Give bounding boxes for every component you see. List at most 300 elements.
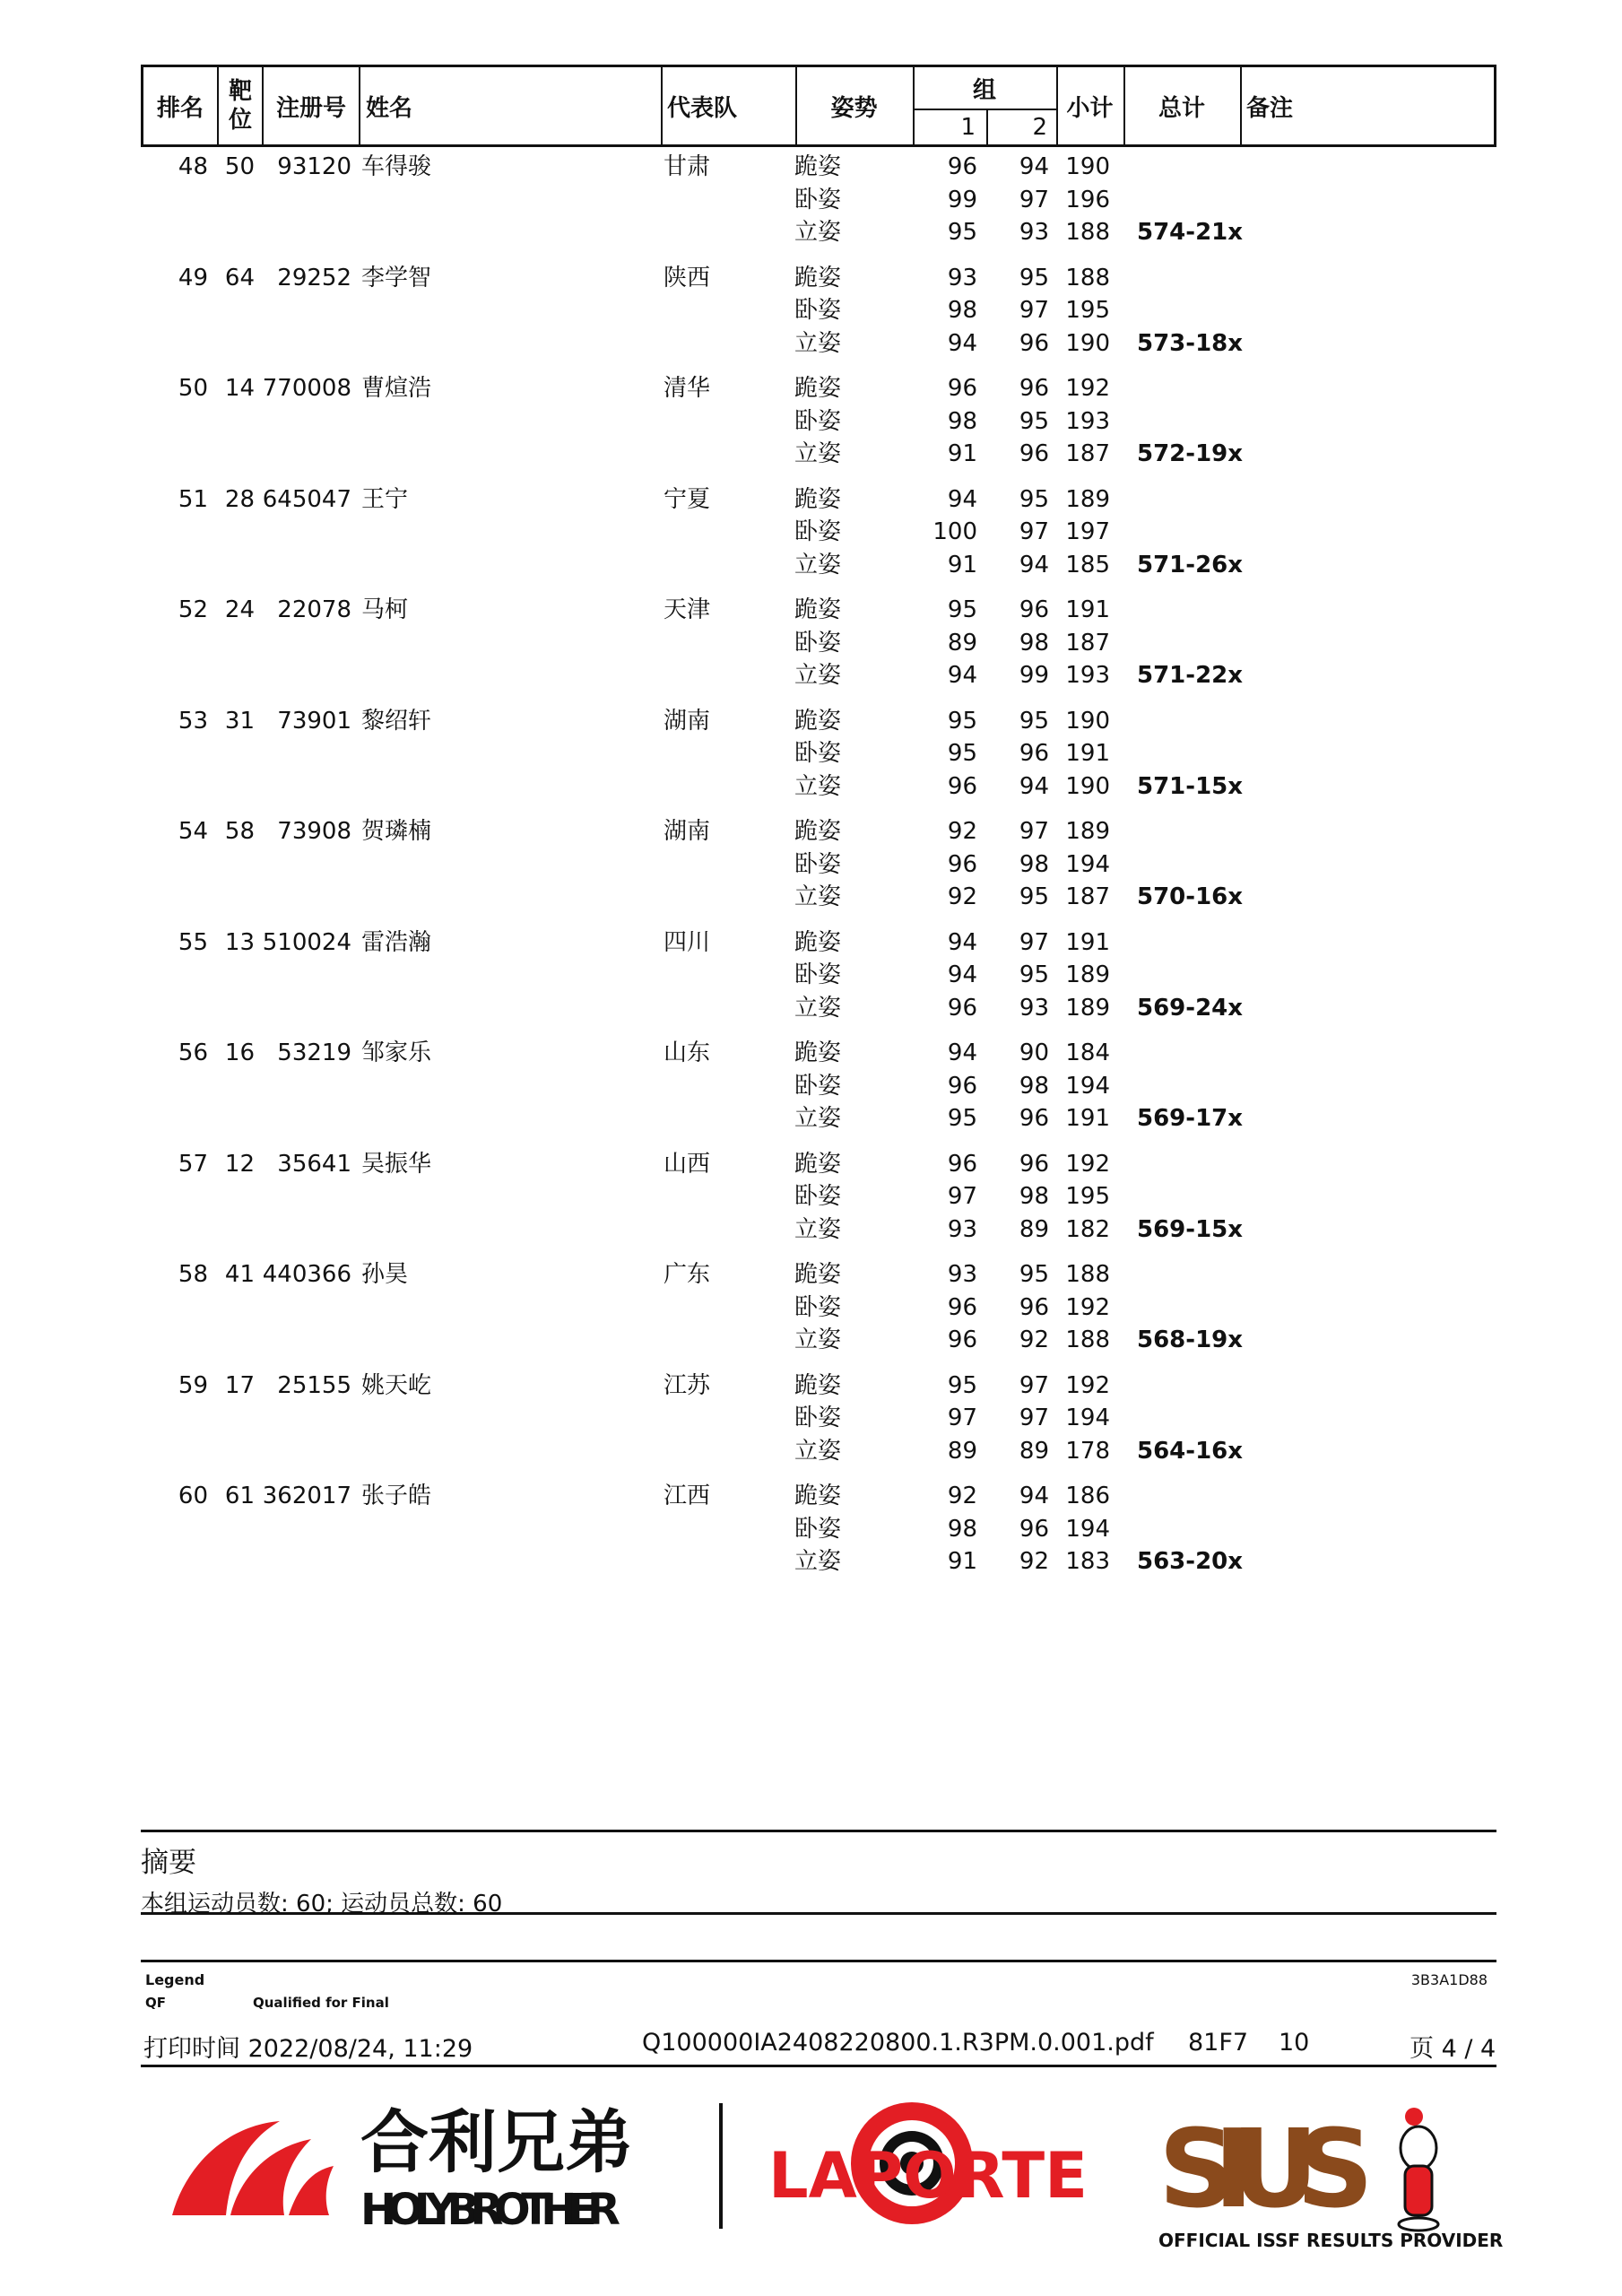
- cell-s1: 92: [947, 883, 977, 910]
- athlete-block: [0, 1370, 1622, 1481]
- laporte-text: LAPORTE: [768, 2139, 1088, 2213]
- header-target: 靶 位: [228, 78, 252, 134]
- table-row: [0, 1292, 1622, 1325]
- cell-reg: 645047: [262, 485, 351, 513]
- cell-s1: 96: [947, 772, 977, 800]
- cell-team: 天津: [664, 596, 711, 623]
- cell-sub: 191: [1065, 928, 1110, 956]
- header-subtotal: 小计: [1066, 94, 1114, 122]
- cell-rank: 50: [178, 375, 208, 402]
- cell-reg: 510024: [262, 928, 351, 956]
- cell-s1: 96: [947, 994, 977, 1022]
- legend-description: Qualified for Final: [253, 1995, 389, 2011]
- sius-tagline: OFFICIAL ISSF RESULTS PROVIDER: [1158, 2230, 1504, 2251]
- cell-target: 50: [224, 153, 255, 180]
- cell-target: 16: [224, 1039, 255, 1066]
- cell-total: 563-20x: [1137, 1548, 1244, 1575]
- cell-pos: 卧姿: [794, 407, 842, 435]
- cell-s2: 95: [1019, 264, 1049, 291]
- cell-name: 黎绍轩: [361, 707, 432, 735]
- cell-pos: 卧姿: [794, 629, 842, 657]
- cell-total: 572-19x: [1137, 440, 1244, 467]
- cell-s2: 97: [1019, 297, 1049, 324]
- cell-team: 四川: [664, 928, 711, 956]
- athlete-block: [0, 1148, 1622, 1259]
- page-number: 页 4 / 4: [1409, 2035, 1496, 2063]
- cell-pos: 卧姿: [794, 518, 842, 545]
- table-row: [0, 737, 1622, 770]
- table-row: [0, 216, 1622, 249]
- table-row: [0, 848, 1622, 882]
- cell-target: 41: [224, 1261, 255, 1288]
- cell-s1: 98: [947, 407, 977, 435]
- table-row: [0, 1435, 1622, 1468]
- cell-sub: 194: [1065, 1515, 1110, 1543]
- cell-total: 571-15x: [1137, 772, 1244, 800]
- cell-rank: 57: [178, 1150, 208, 1178]
- table-row: [0, 1480, 1622, 1513]
- cell-pos: 立姿: [794, 1326, 842, 1353]
- cell-s1: 92: [947, 1483, 977, 1509]
- table-row: [0, 262, 1622, 295]
- cell-name: 王宁: [361, 485, 409, 513]
- table-row: [0, 1213, 1622, 1247]
- results-rows: [0, 151, 1622, 1591]
- holybrother-cn-text: 合利兄弟: [360, 2102, 633, 2182]
- cell-rank: 56: [178, 1039, 208, 1066]
- cell-team: 湖南: [664, 818, 711, 845]
- cell-team: 清华: [664, 375, 711, 402]
- cell-reg: 770008: [262, 375, 351, 402]
- cell-sub: 194: [1065, 1072, 1110, 1100]
- holybrother-en-text: HOLYBROTHER: [360, 2185, 620, 2235]
- table-row: [0, 1102, 1622, 1135]
- cell-s1: 94: [947, 1039, 977, 1066]
- cell-s1: 98: [947, 1515, 977, 1543]
- cell-s2: 95: [1019, 1261, 1049, 1288]
- cell-reg: 25155: [277, 1371, 351, 1399]
- cell-sub: 195: [1065, 1183, 1110, 1210]
- table-row: [0, 1545, 1622, 1578]
- cell-sub: 189: [1065, 961, 1110, 988]
- cell-team: 广东: [664, 1261, 711, 1288]
- cell-total: 571-26x: [1137, 551, 1244, 578]
- cell-pos: 立姿: [794, 1548, 842, 1575]
- cell-s1: 94: [947, 329, 977, 357]
- cell-s2: 98: [1019, 1072, 1049, 1100]
- summary-text: 本组运动员数: 60; 运动员总数: 60: [141, 1891, 503, 1918]
- table-row: [0, 705, 1622, 738]
- cell-pos: 卧姿: [794, 1293, 842, 1321]
- table-row: [0, 1258, 1622, 1292]
- header-remarks: 备注: [1246, 94, 1294, 122]
- header-reg-no: 注册号: [275, 94, 346, 122]
- file-hash: 81F7: [1188, 2029, 1249, 2057]
- cell-s2: 94: [1019, 551, 1049, 578]
- document-code: 3B3A1D88: [1410, 1971, 1488, 1988]
- cell-total: 569-15x: [1137, 1215, 1244, 1243]
- legend-code: QF: [145, 1995, 166, 2011]
- cell-reg: 440366: [262, 1261, 351, 1288]
- cell-s2: 94: [1019, 1483, 1049, 1509]
- summary-title: 摘要: [141, 1847, 196, 1879]
- cell-target: 12: [224, 1150, 255, 1178]
- cell-rank: 58: [178, 1261, 208, 1288]
- cell-sub: 191: [1065, 1105, 1110, 1132]
- holybrother-logo-icon: [172, 2121, 334, 2215]
- athlete-block: [0, 483, 1622, 595]
- table-row: [0, 881, 1622, 914]
- cell-team: 江苏: [664, 1371, 711, 1399]
- cell-pos: 跪姿: [794, 596, 842, 623]
- table-row: [0, 1513, 1622, 1546]
- cell-pos: 立姿: [794, 329, 842, 357]
- table-row: [0, 549, 1622, 582]
- cell-team: 湖南: [664, 707, 711, 735]
- cell-sub: 196: [1065, 186, 1110, 213]
- cell-pos: 卧姿: [794, 1515, 842, 1543]
- athlete-block: [0, 926, 1622, 1038]
- cell-s2: 96: [1019, 375, 1049, 402]
- cell-s2: 96: [1019, 440, 1049, 467]
- cell-s2: 96: [1019, 1293, 1049, 1321]
- cell-reg: 35641: [277, 1150, 351, 1178]
- cell-target: 64: [224, 264, 255, 291]
- table-row: [0, 516, 1622, 549]
- cell-sub: 192: [1065, 1371, 1110, 1399]
- table-row: [0, 959, 1622, 992]
- cell-sub: 193: [1065, 662, 1110, 689]
- cell-reg: 29252: [277, 264, 351, 291]
- cell-sub: 187: [1065, 440, 1110, 467]
- athlete-block: [0, 1037, 1622, 1148]
- cell-pos: 立姿: [794, 772, 842, 800]
- cell-s1: 95: [947, 219, 977, 246]
- cell-sub: 188: [1065, 1261, 1110, 1288]
- cell-rank: 54: [178, 818, 208, 845]
- cell-rank: 55: [178, 928, 208, 956]
- cell-rank: 59: [178, 1371, 208, 1399]
- cell-pos: 跪姿: [794, 1261, 842, 1288]
- cell-sub: 178: [1065, 1437, 1110, 1465]
- cell-pos: 跪姿: [794, 485, 842, 513]
- cell-sub: 190: [1065, 153, 1110, 180]
- cell-s1: 92: [947, 818, 977, 845]
- cell-sub: 188: [1065, 264, 1110, 291]
- cell-s2: 98: [1019, 629, 1049, 657]
- cell-rank: 52: [178, 596, 208, 623]
- cell-total: 569-24x: [1137, 994, 1244, 1022]
- table-row: [0, 1402, 1622, 1435]
- cell-sub: 191: [1065, 740, 1110, 767]
- cell-reg: 73901: [277, 707, 351, 735]
- cell-s1: 98: [947, 297, 977, 324]
- cell-s2: 97: [1019, 1405, 1049, 1431]
- cell-pos: 立姿: [794, 662, 842, 689]
- athlete-block: [0, 594, 1622, 705]
- cell-s1: 94: [947, 961, 977, 988]
- legend-divider: [141, 1960, 1496, 1962]
- cell-rank: 51: [178, 485, 208, 513]
- cell-sub: 190: [1065, 329, 1110, 357]
- table-row: [0, 1370, 1622, 1403]
- cell-sub: 194: [1065, 850, 1110, 878]
- cell-s1: 91: [947, 551, 977, 578]
- table-row: [0, 294, 1622, 327]
- cell-s2: 96: [1019, 740, 1049, 767]
- cell-s1: 95: [947, 1371, 977, 1399]
- cell-pos: 卧姿: [794, 961, 842, 988]
- athlete-block: [0, 815, 1622, 926]
- cell-pos: 跪姿: [794, 1150, 842, 1178]
- cell-name: 张子皓: [361, 1483, 432, 1509]
- cell-s1: 99: [947, 186, 977, 213]
- cell-team: 陕西: [664, 264, 711, 291]
- cell-pos: 跪姿: [794, 707, 842, 735]
- cell-s1: 91: [947, 1548, 977, 1575]
- cell-sub: 183: [1065, 1548, 1110, 1575]
- cell-s2: 95: [1019, 485, 1049, 513]
- cell-pos: 跪姿: [794, 1371, 842, 1399]
- header-group: 组: [972, 76, 996, 104]
- cell-s1: 96: [947, 850, 977, 878]
- cell-sub: 190: [1065, 707, 1110, 735]
- header-team: 代表队: [667, 94, 738, 122]
- cell-team: 山东: [664, 1039, 711, 1066]
- table-row: [0, 1070, 1622, 1103]
- cell-team: 宁夏: [664, 485, 711, 513]
- cell-pos: 卧姿: [794, 1405, 842, 1431]
- cell-pos: 卧姿: [794, 850, 842, 878]
- athlete-block: [0, 151, 1622, 262]
- results-table-header: [141, 65, 1496, 147]
- cell-s2: 96: [1019, 596, 1049, 623]
- athlete-block: [0, 372, 1622, 483]
- cell-rank: 48: [178, 153, 208, 180]
- cell-s2: 94: [1019, 153, 1049, 180]
- cell-s2: 95: [1019, 961, 1049, 988]
- table-row: [0, 1148, 1622, 1181]
- cell-s1: 93: [947, 1261, 977, 1288]
- sius-mascot-icon: [1399, 2108, 1438, 2231]
- cell-target: 13: [224, 928, 255, 956]
- cell-sub: 197: [1065, 518, 1110, 545]
- cell-s1: 97: [947, 1405, 977, 1431]
- cell-s1: 96: [947, 153, 977, 180]
- cell-s1: 93: [947, 264, 977, 291]
- cell-sub: 184: [1065, 1039, 1110, 1066]
- cell-s2: 94: [1019, 772, 1049, 800]
- cell-s2: 97: [1019, 928, 1049, 956]
- cell-sub: 186: [1065, 1483, 1110, 1509]
- athlete-block: [0, 705, 1622, 816]
- cell-pos: 卧姿: [794, 1183, 842, 1210]
- header-position: 姿势: [830, 94, 878, 122]
- table-row: [0, 770, 1622, 804]
- cell-pos: 立姿: [794, 219, 842, 246]
- cell-rank: 53: [178, 707, 208, 735]
- cell-pos: 立姿: [794, 1105, 842, 1132]
- cell-sub: 192: [1065, 1150, 1110, 1178]
- summary-divider: [141, 1912, 1496, 1915]
- cell-target: 58: [224, 818, 255, 845]
- table-row: [0, 1324, 1622, 1357]
- cell-s2: 97: [1019, 1371, 1049, 1399]
- cell-pos: 立姿: [794, 551, 842, 578]
- cell-s1: 94: [947, 928, 977, 956]
- cell-total: 570-16x: [1137, 883, 1244, 910]
- cell-s2: 93: [1019, 219, 1049, 246]
- cell-reg: 93120: [277, 153, 351, 180]
- table-row: [0, 438, 1622, 471]
- table-row: [0, 372, 1622, 405]
- cell-sub: 185: [1065, 551, 1110, 578]
- table-row: [0, 627, 1622, 660]
- cell-s2: 97: [1019, 518, 1049, 545]
- cell-sub: 195: [1065, 297, 1110, 324]
- cell-s1: 95: [947, 740, 977, 767]
- cell-rank: 60: [178, 1483, 208, 1509]
- header-group-1: 1: [960, 114, 976, 141]
- cell-name: 吴振华: [361, 1150, 432, 1178]
- cell-team: 甘肃: [664, 153, 711, 180]
- footer-divider: [141, 2065, 1496, 2067]
- cell-name: 李学智: [361, 264, 432, 291]
- cell-sub: 189: [1065, 485, 1110, 513]
- athlete-block: [0, 1258, 1622, 1370]
- cell-s2: 92: [1019, 1548, 1049, 1575]
- cell-total: 571-22x: [1137, 662, 1244, 689]
- cell-sub: 194: [1065, 1405, 1110, 1431]
- legend-title: Legend: [145, 1971, 205, 1988]
- cell-s2: 97: [1019, 818, 1049, 845]
- cell-reg: 73908: [277, 818, 351, 845]
- header-group-2: 2: [1032, 114, 1047, 141]
- cell-s1: 96: [947, 1150, 977, 1178]
- cell-pos: 跪姿: [794, 928, 842, 956]
- cell-team: 江西: [664, 1483, 711, 1509]
- header-total: 总计: [1158, 94, 1205, 122]
- footer-number: 10: [1279, 2029, 1310, 2057]
- cell-target: 31: [224, 707, 255, 735]
- cell-sub: 192: [1065, 1293, 1110, 1321]
- cell-target: 17: [224, 1371, 255, 1399]
- cell-sub: 193: [1065, 407, 1110, 435]
- cell-s2: 89: [1019, 1437, 1049, 1465]
- table-row: [0, 815, 1622, 848]
- table-row: [0, 659, 1622, 692]
- cell-s1: 96: [947, 1326, 977, 1353]
- cell-sub: 187: [1065, 883, 1110, 910]
- table-row: [0, 594, 1622, 627]
- cell-s1: 97: [947, 1183, 977, 1210]
- cell-pos: 跪姿: [794, 153, 842, 180]
- cell-target: 61: [224, 1483, 255, 1509]
- cell-name: 孙昊: [361, 1261, 409, 1288]
- cell-pos: 立姿: [794, 1215, 842, 1243]
- sponsor-logos: [141, 2081, 1504, 2260]
- cell-sub: 191: [1065, 596, 1110, 623]
- table-row: [0, 327, 1622, 361]
- cell-pos: 卧姿: [794, 186, 842, 213]
- header-rank: 排名: [156, 94, 204, 122]
- cell-sub: 187: [1065, 629, 1110, 657]
- table-row: [0, 1180, 1622, 1213]
- cell-s1: 89: [947, 629, 977, 657]
- cell-pos: 立姿: [794, 994, 842, 1022]
- cell-reg: 362017: [262, 1483, 351, 1509]
- cell-s1: 95: [947, 1105, 977, 1132]
- cell-s1: 93: [947, 1215, 977, 1243]
- cell-name: 贺璘楠: [361, 818, 432, 845]
- cell-pos: 卧姿: [794, 297, 842, 324]
- cell-pos: 立姿: [794, 1437, 842, 1465]
- cell-s1: 94: [947, 662, 977, 689]
- cell-sub: 182: [1065, 1215, 1110, 1243]
- cell-s1: 96: [947, 1072, 977, 1100]
- cell-s1: 91: [947, 440, 977, 467]
- cell-s1: 95: [947, 707, 977, 735]
- cell-pos: 跪姿: [794, 818, 842, 845]
- table-row: [0, 1037, 1622, 1070]
- cell-name: 马柯: [361, 596, 409, 623]
- cell-sub: 192: [1065, 375, 1110, 402]
- table-row: [0, 184, 1622, 217]
- cell-reg: 53219: [277, 1039, 351, 1066]
- cell-s2: 90: [1019, 1039, 1049, 1066]
- cell-name: 车得骏: [361, 153, 432, 180]
- cell-s2: 93: [1019, 994, 1049, 1022]
- cell-pos: 跪姿: [794, 375, 842, 402]
- cell-name: 雷浩瀚: [361, 928, 432, 956]
- sius-text: SIUS: [1158, 2108, 1374, 2232]
- cell-s2: 89: [1019, 1215, 1049, 1243]
- cell-sub: 189: [1065, 818, 1110, 845]
- athlete-block: [0, 262, 1622, 373]
- cell-total: 574-21x: [1137, 219, 1244, 246]
- cell-s2: 98: [1019, 1183, 1049, 1210]
- cell-s2: 95: [1019, 407, 1049, 435]
- cell-name: 曹煊浩: [361, 375, 432, 402]
- cell-s2: 96: [1019, 1515, 1049, 1543]
- cell-pos: 跪姿: [794, 264, 842, 291]
- cell-sub: 190: [1065, 772, 1110, 800]
- cell-s1: 96: [947, 1293, 977, 1321]
- cell-s2: 92: [1019, 1326, 1049, 1353]
- cell-sub: 188: [1065, 219, 1110, 246]
- table-row: [0, 151, 1622, 184]
- cell-pos: 立姿: [794, 440, 842, 467]
- cell-pos: 跪姿: [794, 1483, 842, 1509]
- cell-pos: 卧姿: [794, 1072, 842, 1100]
- cell-total: 568-19x: [1137, 1326, 1244, 1353]
- cell-name: 姚天屹: [361, 1371, 432, 1399]
- athlete-block: [0, 1480, 1622, 1591]
- cell-s1: 95: [947, 596, 977, 623]
- table-row: [0, 992, 1622, 1025]
- cell-s2: 95: [1019, 883, 1049, 910]
- cell-s2: 98: [1019, 850, 1049, 878]
- cell-sub: 189: [1065, 994, 1110, 1022]
- cell-pos: 立姿: [794, 883, 842, 910]
- cell-name: 邹家乐: [361, 1039, 432, 1066]
- table-row: [0, 405, 1622, 439]
- cell-s1: 94: [947, 485, 977, 513]
- cell-pos: 跪姿: [794, 1039, 842, 1066]
- cell-total: 569-17x: [1137, 1105, 1244, 1132]
- cell-sub: 188: [1065, 1326, 1110, 1353]
- cell-s2: 95: [1019, 707, 1049, 735]
